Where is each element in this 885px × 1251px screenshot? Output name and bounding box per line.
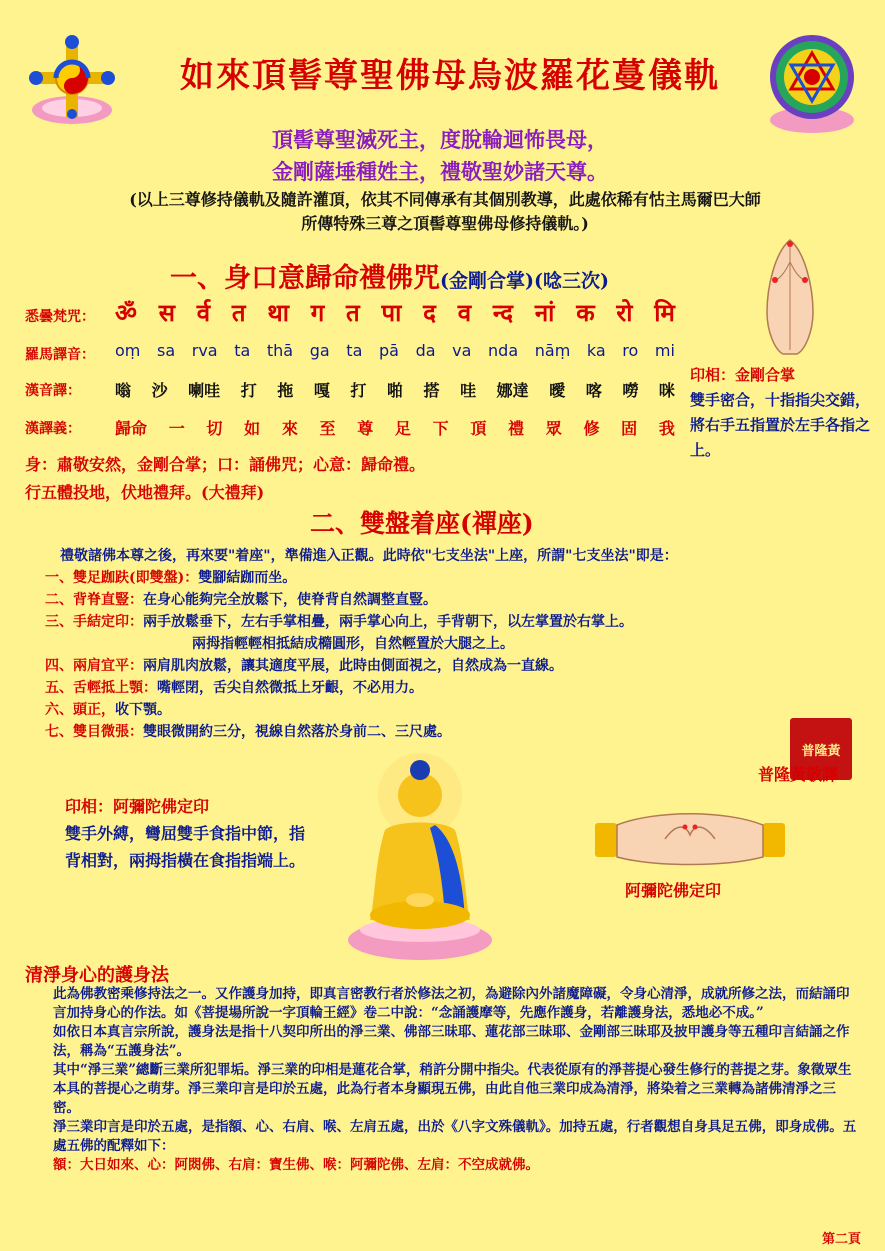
section1-heading-suffix: (金剛合掌)(唸三次)	[440, 270, 609, 292]
list-item: 三、手結定印：兩手放鬆垂下，左右手掌相疊，兩手掌心向上，手背朝下，以左掌置於右掌上。	[45, 614, 633, 630]
siddham-syllable: था	[267, 298, 289, 327]
hanyin-syllable: 曖	[549, 381, 566, 400]
hanyi-word: 修	[583, 419, 600, 438]
translator-seal: 普隆黃	[790, 718, 852, 780]
hanyin-row	[115, 378, 675, 401]
roman-row	[115, 341, 675, 360]
hanyin-syllable: 啪	[386, 381, 403, 400]
hanyi-word: 如	[244, 419, 261, 438]
hanyi-word: 眾	[545, 419, 562, 438]
siddham-syllable: नां	[534, 298, 555, 327]
roman-syllable: oṃ	[115, 341, 141, 360]
siddham-row	[115, 296, 675, 329]
list-item: 兩拇指輕輕相抵結成橢圓形，自然輕置於大腿之上。	[192, 636, 514, 652]
hanyin-syllable: 嘮	[622, 381, 639, 400]
hanyin-syllable: 咪	[658, 381, 675, 400]
list-item: 五、舌輕抵上顎：嘴輕閉，舌尖自然微抵上牙齦，不必用力。	[45, 680, 423, 696]
amitabha-mudra-caption: 阿彌陀佛定印	[625, 881, 722, 900]
hanyi-word: 尊	[357, 419, 374, 438]
hanyin-syllable: 喇哇	[188, 381, 221, 400]
roman-syllable: rva	[191, 341, 218, 360]
seven-point-posture-list	[45, 545, 865, 743]
siddham-syllable: द	[423, 298, 436, 327]
mudra2-text: 雙手外縛，彎屈雙手食指中節，指背相對，兩拇指橫在食指指端上。	[65, 824, 306, 870]
prostration-line: 行五體投地，伏地禮拜。(大禮拜)	[25, 483, 265, 502]
roman-syllable: pā	[378, 341, 399, 360]
hanyin-syllable: 打	[350, 381, 367, 400]
hanyin-syllable: 搭	[423, 381, 440, 400]
section3-paragraph-4: 淨三業印言是印於五處，是指額、心、右肩、喉、左肩五處，出於《八字文殊儀軌》。加持五處，行者觀想自身具足五佛，即身成佛。五處五佛的配釋如下：	[53, 1119, 857, 1154]
section2-heading: 二、雙盤着座(禪座)	[310, 509, 534, 538]
hanyi-word: 固	[621, 419, 638, 438]
hanyi-word: 禮	[508, 419, 525, 438]
hanyin-syllable: 哇	[460, 381, 477, 400]
mudra1-label: 印相：金剛合掌	[690, 366, 796, 384]
list-item: 二、背脊直豎：在身心能夠完全放鬆下，使脊背自然調整直豎。	[45, 592, 437, 608]
vajra-mudra-note	[690, 363, 870, 463]
hanyi-word: 歸命	[115, 419, 148, 438]
list-item: 一、雙足跏趺(即雙盤)：雙腳結跏而坐。	[45, 570, 297, 586]
translator-credit: 普隆黃敬譯	[758, 765, 839, 784]
roman-syllable: thā	[266, 341, 294, 360]
list-item: 六、頭正，收下顎。	[45, 702, 171, 718]
hanyin-syllable: 娜達	[496, 381, 529, 400]
section3-paragraph-1: 此為佛教密乘修持法之一。又作護身加持，即真言密教行者於修法之初，為避除內外諸魔障礙，令身心清淨，成就所修之法，而結誦印言加持身心的作法。如《菩提場所說一字頂輪王經》卷二中說：“念誦護摩等，先應作護身，若離護身法，悉地必不成。”	[53, 986, 850, 1021]
posture-intro: 禮敬諸佛本尊之後，再來要"着座"，準備進入正觀。此時依"七支坐法"上座，所謂"七支坐法"即是：	[60, 548, 678, 564]
list-item: 七、雙目微張：雙眼微開約三分，視線自然落於身前二、三尺處。	[45, 724, 451, 740]
hanyin-syllable: 嗡	[115, 381, 132, 400]
amitabha-mudra-note	[65, 793, 305, 874]
hanyin-syllable: 喀	[585, 381, 602, 400]
siddham-syllable: र्व	[196, 298, 211, 327]
amitabha-mudra-hands-image	[595, 805, 785, 870]
hanyi-word: 一	[168, 419, 185, 438]
section3-paragraph-5: 額：大日如來、心：阿閦佛、右肩：寶生佛、喉：阿彌陀佛、左肩：不空成就佛。	[53, 1157, 539, 1173]
section3-paragraph-2: 如依日本真言宗所說，護身法是指十八契印所出的淨三業、佛部三昧耶、蓮花部三昧耶、金剛部三昧耶及披甲護身等五種印言結誦之作法，稱為“五護身法”。	[53, 1024, 850, 1059]
siddham-syllable: रो	[616, 298, 633, 327]
roman-syllable: ta	[346, 341, 363, 360]
siddham-syllable: मि	[654, 298, 675, 327]
hanyi-word: 足	[394, 419, 411, 438]
siddham-syllable: ॐ	[115, 298, 137, 327]
roman-syllable: nāṃ	[534, 341, 571, 360]
siddham-syllable: क	[576, 298, 595, 327]
roman-syllable: mi	[654, 341, 675, 360]
verse-line-2: 金剛薩埵種姓主，禮敬聖妙諸天尊。	[272, 159, 608, 184]
hanyin-syllable: 拖	[277, 381, 294, 400]
hanyi-label: 漢譯義：	[25, 421, 81, 437]
siddham-label: 悉曇梵咒：	[25, 309, 95, 325]
amitabha-buddha-image	[345, 750, 495, 960]
left-dorje-emblem	[22, 28, 122, 128]
roman-syllable: sa	[156, 341, 176, 360]
siddham-syllable: पा	[381, 298, 402, 327]
siddham-syllable: त	[231, 298, 246, 327]
page-title: 如來頂髻尊聖佛母烏波羅花蔓儀軌	[180, 56, 720, 96]
roman-syllable: ro	[622, 341, 639, 360]
note-line-2: 所傳特殊三尊之頂髻尊聖佛母修持儀軌。)	[301, 214, 589, 233]
hanyin-syllable: 打	[240, 381, 257, 400]
right-mandala-emblem	[762, 25, 862, 135]
roman-syllable: ka	[586, 341, 606, 360]
siddham-syllable: व	[457, 298, 472, 327]
hanyi-word: 來	[281, 419, 298, 438]
section3-body	[25, 985, 860, 1175]
hanyi-word: 我	[658, 419, 675, 438]
vajra-anjali-hands-image	[745, 232, 835, 357]
siddham-syllable: त	[346, 298, 360, 327]
roman-syllable: ta	[234, 341, 251, 360]
mudra2-label: 印相：阿彌陀佛定印	[65, 797, 210, 816]
section1-heading: 一、身口意歸命禮佛咒(金剛合掌)(唸三次)	[170, 263, 609, 294]
list-item: 四、兩肩宜平：兩肩肌肉放鬆，讓其適度平展，此時由側面視之，自然成為一直線。	[45, 658, 563, 674]
roman-syllable: da	[415, 341, 436, 360]
siddham-syllable: न्द	[492, 298, 514, 327]
page-number: 第二頁	[821, 1232, 861, 1247]
section3-paragraph-3: 其中“淨三業”總斷三業所犯罪垢。淨三業的印相是蓮花合掌，稍許分開中指尖。代表從原有的淨菩提心發生修行的菩提之芽。象徵眾生本具的菩提心之萌芽。淨三業印言是印於五處，此為行者本身顯現五佛，由此自他三業印成為清淨，將染着之三業轉為諸佛清淨之三密。	[53, 1062, 852, 1116]
hanyi-word: 至	[319, 419, 336, 438]
hanyin-syllable: 沙	[151, 381, 168, 400]
hanyi-word: 切	[206, 419, 223, 438]
hanyi-word: 頂	[470, 419, 487, 438]
roman-label: 羅馬譯音：	[25, 347, 95, 363]
roman-syllable: ga	[309, 341, 330, 360]
roman-syllable: nda	[488, 341, 519, 360]
hanyin-syllable: 嘎	[313, 381, 330, 400]
note-line-1: (以上三尊修持儀軌及隨許灌頂，依其不同傳承有其個別教導，此處依稀有怙主馬爾巴大師	[129, 190, 761, 209]
siddham-syllable: स	[158, 298, 175, 327]
siddham-syllable: ग	[310, 298, 325, 327]
mudra1-text: 雙手密合，十指指尖交錯，將右手五指置於左手各指之上。	[690, 391, 871, 459]
roman-syllable: va	[452, 341, 472, 360]
body-speech-mind-line: 身：肅敬安然，金剛合掌；口：誦佛咒；心意：歸命禮。	[25, 455, 426, 474]
section3-heading: 清淨身心的護身法	[25, 965, 169, 986]
hanyi-word: 下	[432, 419, 449, 438]
verse-line-1: 頂髻尊聖滅死主，度脫輪迴怖畏母，	[272, 127, 608, 152]
hanyi-row	[115, 416, 675, 439]
hanyin-label: 漢音譯：	[25, 383, 81, 399]
